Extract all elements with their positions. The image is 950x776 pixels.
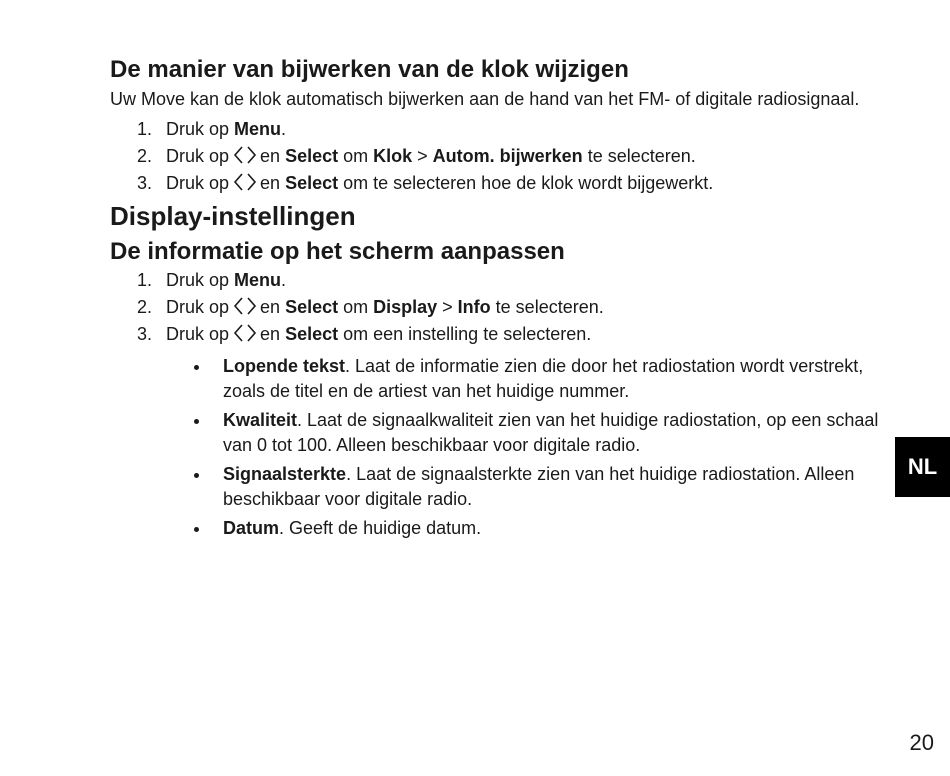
list-item: [110, 170, 880, 197]
step-text: Druk op: [166, 118, 235, 139]
step-keyword: Info: [457, 296, 491, 317]
step-number: 3.: [136, 172, 152, 193]
step-text: om: [338, 145, 374, 166]
step-text: Druk op: [166, 323, 230, 344]
step-text: >: [437, 296, 458, 317]
option-text: . Laat de informatie zien die door het radiostation wordt verstrekt, zoals de titel en de artiest van het huidige nummer.: [223, 355, 864, 401]
step-number: 1.: [136, 118, 152, 139]
step-text: om: [338, 296, 374, 317]
step-text: Druk op: [166, 172, 230, 193]
step-text: Druk op: [166, 269, 235, 290]
step-text: >: [412, 145, 433, 166]
left-right-arrows-icon: [232, 296, 258, 316]
bullet-icon: [194, 365, 199, 370]
step-number: 2.: [136, 296, 152, 317]
step-number: 1.: [136, 269, 152, 290]
step-text: te selecteren.: [582, 145, 696, 166]
display-options-list: [110, 354, 880, 541]
option-term: Kwaliteit: [223, 409, 298, 430]
list-item: [110, 354, 880, 404]
step-keyword: Menu: [234, 269, 282, 290]
bullet-icon: [194, 419, 199, 424]
step-keyword: Display: [373, 296, 438, 317]
option-term: Signaalsterkte: [223, 463, 347, 484]
step-text: Druk op: [166, 145, 230, 166]
step-keyword: Select: [285, 296, 339, 317]
step-keyword: Select: [285, 172, 339, 193]
step-text: .: [281, 118, 287, 139]
list-item: [110, 116, 880, 143]
step-keyword: Select: [285, 323, 339, 344]
page-number: 20: [909, 730, 934, 755]
section-intro: Uw Move kan de klok automatisch bijwerken aan de hand van het FM- of digitale radiosignaal.: [110, 88, 860, 109]
step-text: om een instelling te selecteren.: [338, 323, 592, 344]
step-keyword: Select: [285, 145, 339, 166]
step-text: om te selecteren hoe de klok wordt bijgewerkt.: [338, 172, 714, 193]
option-text: . Geeft de huidige datum.: [279, 517, 482, 538]
step-keyword: Autom. bijwerken: [432, 145, 583, 166]
section-heading-display: Display-instellingen: [110, 200, 356, 231]
option-text: . Laat de signaalkwaliteit zien van het huidige radiostation, op een schaal van 0 tot 100. Alleen beschikbaar voor digitale radio.: [223, 409, 879, 455]
display-steps-list: [110, 267, 880, 348]
step-keyword: Klok: [373, 145, 413, 166]
step-number: 2.: [136, 145, 152, 166]
step-text: Druk op: [166, 296, 230, 317]
list-item: [110, 267, 880, 294]
step-keyword: Menu: [234, 118, 282, 139]
option-term: Lopende tekst: [223, 355, 346, 376]
clock-steps-list: [110, 116, 880, 197]
step-text: te selecteren.: [490, 296, 604, 317]
list-item: [110, 143, 880, 170]
manual-page: [110, 56, 880, 545]
step-text: en: [260, 296, 286, 317]
left-right-arrows-icon: [232, 323, 258, 343]
step-text: en: [260, 145, 286, 166]
left-right-arrows-icon: [232, 145, 258, 165]
bullet-icon: [194, 527, 199, 532]
step-text: en: [260, 323, 286, 344]
list-item: [110, 294, 880, 321]
list-item: [110, 462, 880, 512]
section-heading-screen-info: De informatie op het scherm aanpassen: [110, 237, 565, 265]
left-right-arrows-icon: [232, 172, 258, 192]
list-item: [110, 516, 880, 541]
option-text: . Laat de signaalsterkte zien van het huidige radiostation. Alleen beschikbaar voor digitale radio.: [223, 463, 855, 509]
language-tab: NL: [895, 437, 950, 497]
list-item: [110, 408, 880, 458]
step-text: .: [281, 269, 287, 290]
step-number: 3.: [136, 323, 152, 344]
bullet-icon: [194, 473, 199, 478]
option-term: Datum: [223, 517, 280, 538]
step-text: en: [260, 172, 286, 193]
list-item: [110, 321, 880, 348]
section-heading-clock-update: De manier van bijwerken van de klok wijzigen: [110, 56, 629, 83]
